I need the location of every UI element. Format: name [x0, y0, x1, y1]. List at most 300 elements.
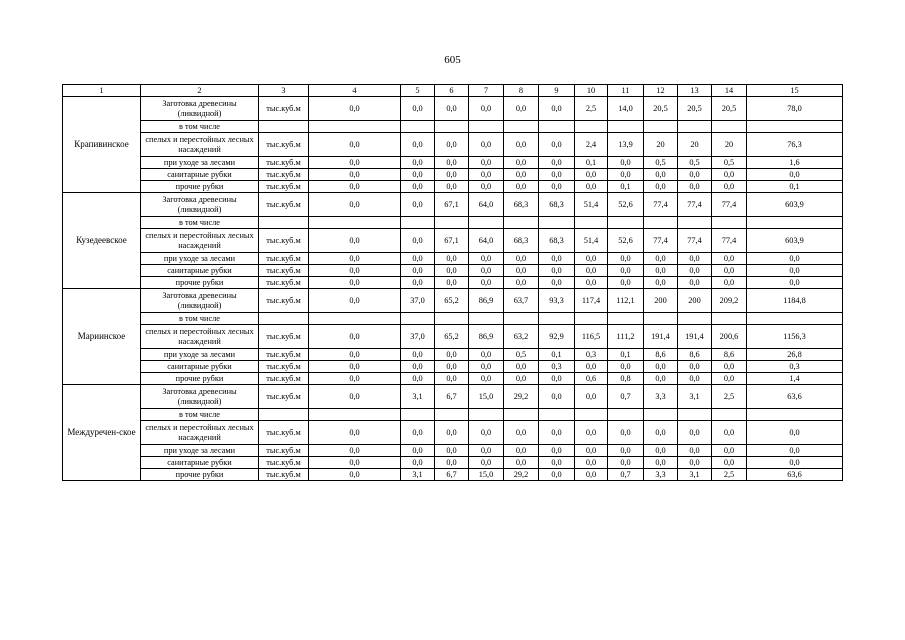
header-cell: 1 [63, 85, 141, 97]
indicator-label: санитарные рубки [141, 265, 259, 277]
value-cell: 0,0 [644, 253, 678, 265]
value-cell: 0,0 [539, 265, 575, 277]
value-cell: 0,7 [608, 469, 644, 481]
table-row [63, 361, 843, 373]
value-cell: 0,0 [309, 265, 401, 277]
indicator-label: прочие рубки [141, 181, 259, 193]
unit-cell: тыс.куб.м [259, 469, 309, 481]
value-cell: 0,0 [678, 361, 712, 373]
value-cell [678, 409, 712, 421]
value-cell: 0,0 [309, 421, 401, 445]
value-cell [608, 217, 644, 229]
value-cell: 0,0 [469, 97, 504, 121]
indicator-label: при уходе за лесами [141, 445, 259, 457]
value-cell [401, 313, 435, 325]
value-cell [575, 313, 608, 325]
value-cell: 112,1 [608, 289, 644, 313]
value-cell: 0,0 [575, 277, 608, 289]
value-cell: 15,0 [469, 469, 504, 481]
unit-cell: тыс.куб.м [259, 133, 309, 157]
value-cell [504, 313, 539, 325]
value-cell [504, 409, 539, 421]
value-cell: 0,0 [644, 445, 678, 457]
page-number: 605 [444, 54, 461, 66]
header-cell: 3 [259, 85, 309, 97]
indicator-label: Заготовка древесины (ликвидной) [141, 193, 259, 217]
value-cell: 63,6 [747, 385, 843, 409]
indicator-label: санитарные рубки [141, 169, 259, 181]
value-cell: 200,6 [712, 325, 747, 349]
value-cell: 0,0 [575, 169, 608, 181]
value-cell: 78,0 [747, 97, 843, 121]
value-cell: 603,9 [747, 193, 843, 217]
value-cell: 68,3 [539, 193, 575, 217]
value-cell: 14,0 [608, 97, 644, 121]
table-row [63, 325, 843, 349]
value-cell: 3,3 [644, 469, 678, 481]
indicator-label: спелых и перестойных лесных насаждений [141, 229, 259, 253]
value-cell: 0,0 [309, 289, 401, 313]
value-cell: 0,0 [469, 157, 504, 169]
value-cell: 0,0 [309, 469, 401, 481]
value-cell: 0,0 [435, 157, 469, 169]
value-cell [747, 217, 843, 229]
header-cell: 11 [608, 85, 644, 97]
value-cell: 8,6 [678, 349, 712, 361]
unit-cell [259, 409, 309, 421]
value-cell: 0,0 [435, 277, 469, 289]
value-cell: 0,0 [644, 421, 678, 445]
value-cell: 0,0 [309, 373, 401, 385]
unit-cell: тыс.куб.м [259, 229, 309, 253]
unit-cell: тыс.куб.м [259, 445, 309, 457]
value-cell: 68,3 [504, 229, 539, 253]
table-row [63, 253, 843, 265]
value-cell: 77,4 [644, 229, 678, 253]
header-row [63, 85, 843, 97]
unit-cell: тыс.куб.м [259, 325, 309, 349]
value-cell: 0,0 [469, 349, 504, 361]
value-cell: 3,1 [678, 469, 712, 481]
value-cell: 0,0 [504, 157, 539, 169]
value-cell: 0,0 [504, 253, 539, 265]
value-cell: 1,4 [747, 373, 843, 385]
value-cell: 0,0 [504, 169, 539, 181]
timber-harvest-table [62, 84, 843, 481]
table-row [63, 217, 843, 229]
indicator-label: спелых и перестойных лесных насаждений [141, 325, 259, 349]
value-cell: 68,3 [539, 229, 575, 253]
value-cell: 67,1 [435, 193, 469, 217]
indicator-label: прочие рубки [141, 373, 259, 385]
value-cell: 0,0 [608, 265, 644, 277]
indicator-label: прочие рубки [141, 277, 259, 289]
table-row [63, 97, 843, 121]
value-cell: 0,0 [608, 277, 644, 289]
table-row [63, 421, 843, 445]
value-cell: 0,0 [309, 349, 401, 361]
table-row [63, 409, 843, 421]
header-cell: 6 [435, 85, 469, 97]
value-cell: 52,6 [608, 193, 644, 217]
value-cell: 0,0 [575, 385, 608, 409]
value-cell: 0,0 [309, 181, 401, 193]
value-cell [712, 313, 747, 325]
value-cell: 0,5 [644, 157, 678, 169]
header-cell: 2 [141, 85, 259, 97]
value-cell: 117,4 [575, 289, 608, 313]
value-cell: 65,2 [435, 325, 469, 349]
value-cell: 0,0 [712, 373, 747, 385]
value-cell [608, 313, 644, 325]
value-cell: 0,0 [712, 457, 747, 469]
region-name: Мариинское [63, 289, 141, 385]
value-cell: 0,0 [608, 361, 644, 373]
value-cell [575, 121, 608, 133]
value-cell: 0,0 [608, 253, 644, 265]
value-cell: 2,5 [712, 385, 747, 409]
value-cell: 0,0 [678, 421, 712, 445]
value-cell: 0,5 [504, 349, 539, 361]
value-cell: 0,5 [678, 157, 712, 169]
value-cell: 0,0 [608, 421, 644, 445]
value-cell: 603,9 [747, 229, 843, 253]
header-cell: 9 [539, 85, 575, 97]
table-row [63, 193, 843, 217]
header-cell: 7 [469, 85, 504, 97]
value-cell: 0,0 [712, 181, 747, 193]
value-cell: 2,5 [712, 469, 747, 481]
value-cell: 0,0 [539, 181, 575, 193]
value-cell [712, 121, 747, 133]
value-cell: 0,0 [469, 457, 504, 469]
value-cell: 26,8 [747, 349, 843, 361]
value-cell: 0,0 [309, 133, 401, 157]
value-cell: 0,0 [504, 361, 539, 373]
value-cell [644, 313, 678, 325]
value-cell: 0,0 [539, 97, 575, 121]
table-row [63, 121, 843, 133]
value-cell: 1,6 [747, 157, 843, 169]
value-cell [504, 217, 539, 229]
value-cell [469, 313, 504, 325]
value-cell: 0,0 [309, 253, 401, 265]
value-cell [435, 313, 469, 325]
value-cell: 0,0 [469, 445, 504, 457]
value-cell [435, 121, 469, 133]
table-row [63, 157, 843, 169]
value-cell: 63,6 [747, 469, 843, 481]
value-cell: 0,0 [309, 193, 401, 217]
table-row [63, 289, 843, 313]
value-cell [309, 313, 401, 325]
table-row [63, 385, 843, 409]
value-cell: 0,0 [401, 421, 435, 445]
value-cell: 52,6 [608, 229, 644, 253]
value-cell: 0,0 [644, 277, 678, 289]
value-cell: 0,0 [504, 373, 539, 385]
table-row [63, 265, 843, 277]
value-cell [539, 217, 575, 229]
value-cell: 0,0 [435, 181, 469, 193]
value-cell: 20,5 [678, 97, 712, 121]
value-cell: 0,0 [712, 277, 747, 289]
value-cell [678, 121, 712, 133]
header-cell: 12 [644, 85, 678, 97]
value-cell: 0,0 [435, 445, 469, 457]
value-cell: 0,0 [504, 133, 539, 157]
value-cell: 0,0 [678, 181, 712, 193]
value-cell: 191,4 [678, 325, 712, 349]
table-row [63, 373, 843, 385]
indicator-label: в том числе [141, 313, 259, 325]
value-cell [435, 217, 469, 229]
header-cell: 4 [309, 85, 401, 97]
unit-cell: тыс.куб.м [259, 169, 309, 181]
value-cell: 0,5 [712, 157, 747, 169]
value-cell: 0,0 [539, 253, 575, 265]
value-cell: 29,2 [504, 469, 539, 481]
value-cell: 200 [678, 289, 712, 313]
value-cell: 0,0 [469, 373, 504, 385]
value-cell: 0,0 [435, 253, 469, 265]
unit-cell [259, 121, 309, 133]
value-cell: 0,0 [575, 181, 608, 193]
value-cell: 0,0 [309, 229, 401, 253]
header-cell: 5 [401, 85, 435, 97]
value-cell: 0,0 [575, 265, 608, 277]
value-cell: 0,0 [435, 373, 469, 385]
region-name: Междуречен-ское [63, 385, 141, 481]
value-cell: 20 [678, 133, 712, 157]
value-cell: 0,0 [539, 385, 575, 409]
value-cell: 0,0 [747, 265, 843, 277]
value-cell: 0,0 [401, 265, 435, 277]
value-cell: 76,3 [747, 133, 843, 157]
value-cell: 0,0 [469, 361, 504, 373]
value-cell: 0,3 [747, 361, 843, 373]
indicator-label: санитарные рубки [141, 361, 259, 373]
value-cell [575, 409, 608, 421]
table-row [63, 313, 843, 325]
value-cell: 0,0 [608, 169, 644, 181]
value-cell: 0,0 [575, 457, 608, 469]
value-cell: 0,0 [678, 277, 712, 289]
table-row [63, 457, 843, 469]
value-cell: 0,0 [401, 361, 435, 373]
value-cell: 0,7 [608, 385, 644, 409]
value-cell: 0,0 [678, 445, 712, 457]
value-cell [401, 409, 435, 421]
value-cell: 0,0 [575, 445, 608, 457]
indicator-label: при уходе за лесами [141, 349, 259, 361]
value-cell: 0,0 [401, 229, 435, 253]
value-cell: 6,7 [435, 385, 469, 409]
value-cell: 0,0 [309, 457, 401, 469]
value-cell: 0,0 [712, 265, 747, 277]
value-cell: 51,4 [575, 229, 608, 253]
value-cell: 20,5 [644, 97, 678, 121]
value-cell: 0,0 [644, 181, 678, 193]
value-cell: 0,0 [712, 361, 747, 373]
value-cell: 0,0 [309, 445, 401, 457]
value-cell: 0,0 [401, 445, 435, 457]
indicator-label: Заготовка древесины (ликвидной) [141, 385, 259, 409]
value-cell [504, 121, 539, 133]
indicator-label: при уходе за лесами [141, 253, 259, 265]
unit-cell: тыс.куб.м [259, 181, 309, 193]
value-cell: 0,0 [309, 325, 401, 349]
value-cell: 77,4 [678, 193, 712, 217]
value-cell: 0,0 [539, 169, 575, 181]
value-cell: 0,0 [608, 457, 644, 469]
indicator-label: санитарные рубки [141, 457, 259, 469]
value-cell: 0,0 [401, 181, 435, 193]
value-cell: 0,0 [712, 445, 747, 457]
indicator-label: спелых и перестойных лесных насаждений [141, 133, 259, 157]
value-cell: 86,9 [469, 289, 504, 313]
value-cell: 0,1 [747, 181, 843, 193]
indicator-label: в том числе [141, 409, 259, 421]
value-cell [644, 121, 678, 133]
value-cell: 0,0 [469, 277, 504, 289]
header-cell: 13 [678, 85, 712, 97]
value-cell: 92,9 [539, 325, 575, 349]
header-cell: 10 [575, 85, 608, 97]
value-cell: 0,1 [608, 349, 644, 361]
value-cell: 0,0 [644, 457, 678, 469]
value-cell: 37,0 [401, 289, 435, 313]
unit-cell: тыс.куб.м [259, 253, 309, 265]
value-cell: 1156,3 [747, 325, 843, 349]
value-cell [309, 409, 401, 421]
value-cell: 93,3 [539, 289, 575, 313]
value-cell: 0,3 [575, 349, 608, 361]
value-cell [539, 409, 575, 421]
value-cell: 77,4 [678, 229, 712, 253]
value-cell: 0,0 [608, 445, 644, 457]
unit-cell: тыс.куб.м [259, 97, 309, 121]
value-cell: 0,0 [539, 445, 575, 457]
value-cell: 0,0 [504, 421, 539, 445]
value-cell: 0,0 [401, 373, 435, 385]
value-cell: 0,0 [712, 169, 747, 181]
value-cell: 0,0 [539, 469, 575, 481]
unit-cell: тыс.куб.м [259, 193, 309, 217]
value-cell: 0,0 [309, 277, 401, 289]
value-cell: 0,0 [469, 181, 504, 193]
indicator-label: Заготовка древесины (ликвидной) [141, 97, 259, 121]
value-cell: 0,0 [469, 253, 504, 265]
value-cell: 63,2 [504, 325, 539, 349]
value-cell [469, 121, 504, 133]
value-cell: 63,7 [504, 289, 539, 313]
value-cell: 0,0 [575, 253, 608, 265]
value-cell: 0,0 [747, 169, 843, 181]
table-row [63, 277, 843, 289]
value-cell: 0,0 [309, 97, 401, 121]
value-cell: 0,0 [644, 265, 678, 277]
value-cell: 77,4 [644, 193, 678, 217]
header-cell: 15 [747, 85, 843, 97]
value-cell [712, 409, 747, 421]
value-cell: 0,0 [309, 385, 401, 409]
value-cell: 0,0 [469, 133, 504, 157]
value-cell: 64,0 [469, 229, 504, 253]
value-cell [747, 409, 843, 421]
value-cell: 0,0 [712, 421, 747, 445]
region-name: Кузедеевское [63, 193, 141, 289]
value-cell: 20,5 [712, 97, 747, 121]
value-cell: 0,0 [644, 169, 678, 181]
unit-cell [259, 217, 309, 229]
unit-cell: тыс.куб.м [259, 361, 309, 373]
value-cell: 3,1 [678, 385, 712, 409]
value-cell: 0,0 [401, 457, 435, 469]
value-cell: 0,0 [435, 169, 469, 181]
value-cell [469, 217, 504, 229]
value-cell: 86,9 [469, 325, 504, 349]
value-cell: 2,4 [575, 133, 608, 157]
indicator-label: Заготовка древесины (ликвидной) [141, 289, 259, 313]
value-cell: 0,0 [539, 421, 575, 445]
value-cell: 0,0 [401, 169, 435, 181]
value-cell: 0,0 [469, 265, 504, 277]
value-cell: 15,0 [469, 385, 504, 409]
value-cell: 0,0 [678, 373, 712, 385]
value-cell: 0,0 [469, 169, 504, 181]
value-cell: 111,2 [608, 325, 644, 349]
table-row [63, 169, 843, 181]
value-cell [712, 217, 747, 229]
value-cell: 0,0 [712, 253, 747, 265]
table-row [63, 469, 843, 481]
value-cell: 3,3 [644, 385, 678, 409]
value-cell: 77,4 [712, 229, 747, 253]
value-cell: 65,2 [435, 289, 469, 313]
value-cell: 0,0 [504, 265, 539, 277]
value-cell: 20 [712, 133, 747, 157]
value-cell: 0,8 [608, 373, 644, 385]
value-cell: 0,0 [504, 457, 539, 469]
unit-cell: тыс.куб.м [259, 421, 309, 445]
value-cell: 1184,8 [747, 289, 843, 313]
value-cell [644, 217, 678, 229]
indicator-label: в том числе [141, 217, 259, 229]
value-cell: 3,1 [401, 385, 435, 409]
value-cell: 116,5 [575, 325, 608, 349]
value-cell: 0,0 [539, 277, 575, 289]
value-cell: 0,0 [504, 277, 539, 289]
value-cell: 77,4 [712, 193, 747, 217]
value-cell: 13,9 [608, 133, 644, 157]
indicator-label: прочие рубки [141, 469, 259, 481]
table-row [63, 229, 843, 253]
header-cell: 8 [504, 85, 539, 97]
value-cell: 0,0 [435, 457, 469, 469]
value-cell: 51,4 [575, 193, 608, 217]
unit-cell: тыс.куб.м [259, 277, 309, 289]
value-cell: 0,0 [435, 133, 469, 157]
unit-cell: тыс.куб.м [259, 457, 309, 469]
value-cell: 0,3 [539, 361, 575, 373]
value-cell: 0,0 [747, 457, 843, 469]
value-cell: 8,6 [644, 349, 678, 361]
unit-cell: тыс.куб.м [259, 349, 309, 361]
unit-cell: тыс.куб.м [259, 157, 309, 169]
value-cell [747, 313, 843, 325]
value-cell: 0,0 [435, 421, 469, 445]
